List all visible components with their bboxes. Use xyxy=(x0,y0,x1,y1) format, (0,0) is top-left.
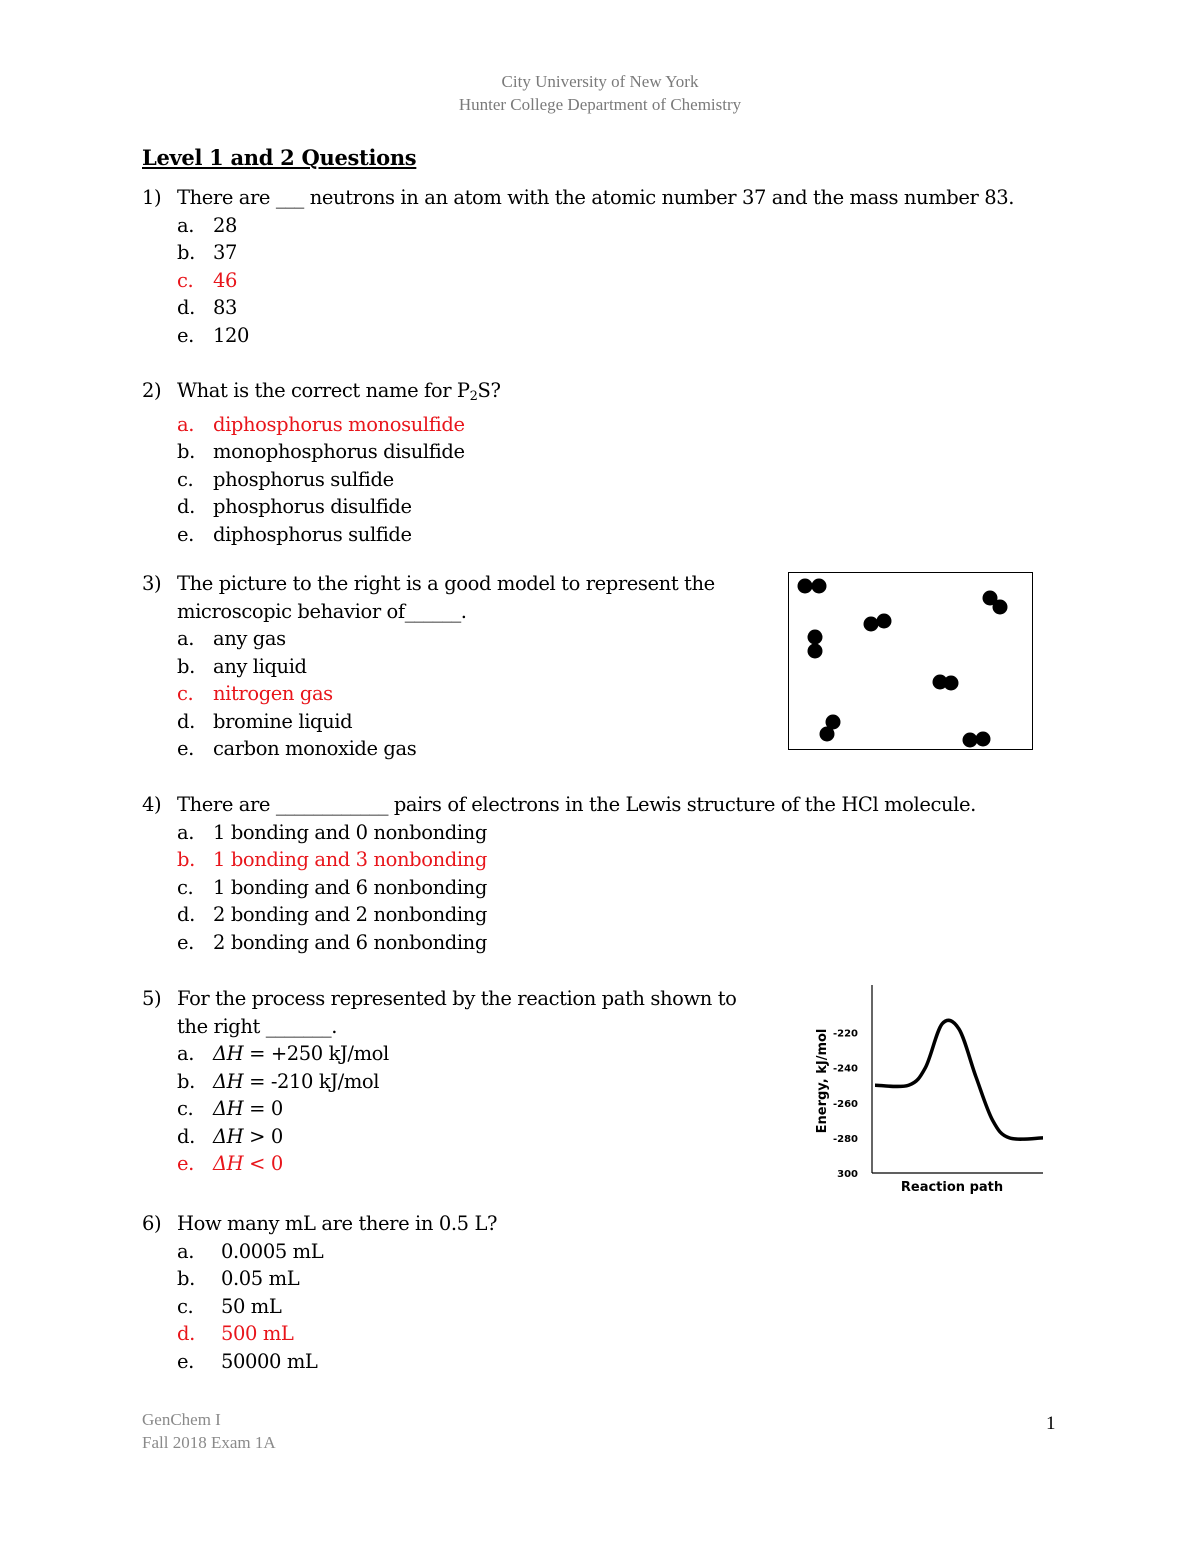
option-a: a. 28 xyxy=(177,213,238,237)
option-a-correct: a. diphosphorus monosulfide xyxy=(177,412,465,436)
option-c: c. 1 bonding and 6 nonbonding xyxy=(177,875,487,899)
question-number: 4) xyxy=(142,793,162,816)
x-axis-label: Reaction path xyxy=(900,1180,1004,1195)
option-e: e. carbon monoxide gas xyxy=(177,737,417,760)
energy-chart-svg xyxy=(808,985,1058,1200)
option-e: e. 2 bonding and 6 nonbonding xyxy=(177,930,487,954)
question-text: There are ___ neutrons in an atom with the atomic number 37 and the mass number 83. xyxy=(177,186,1015,209)
question-number: 3) xyxy=(142,572,162,595)
option-e: e. diphosphorus sulfide xyxy=(177,522,412,546)
option-a: a. 1 bonding and 0 nonbonding xyxy=(177,820,487,844)
option-d: d. phosphorus disulfide xyxy=(177,495,412,518)
diatomic-molecules-illustration xyxy=(789,573,1031,748)
option-a: a. any gas xyxy=(177,627,286,650)
option-d-correct: d. 500 mL xyxy=(177,1322,294,1345)
option-b: b. monophosphorus disulfide xyxy=(177,440,465,463)
page-number: 1 xyxy=(1046,1413,1056,1434)
option-b: b. 37 xyxy=(177,241,238,264)
option-e: e. 120 xyxy=(177,323,250,347)
y-tick-label: -240 xyxy=(832,1063,858,1075)
option-c-correct: c. nitrogen gas xyxy=(177,682,333,705)
section-title: Level 1 and 2 Questions xyxy=(142,145,417,170)
footer-course: GenChem I xyxy=(142,1410,221,1429)
y-tick-label: -260 xyxy=(832,1098,858,1110)
option-c: c. phosphorus sulfide xyxy=(177,467,394,491)
option-d: d. 83 xyxy=(177,296,238,319)
footer-exam: Fall 2018 Exam 1A xyxy=(142,1433,276,1452)
molecule-diagram xyxy=(788,572,1033,750)
header-department: Hunter College Department of Chemistry xyxy=(458,95,742,114)
question-number: 6) xyxy=(142,1212,162,1235)
option-a: a. ΔH = +250 kJ/mol xyxy=(177,1042,389,1065)
question-4: 4) There are ____________ pairs of electrons in the Lewis structure of the HCl molecule. a. 1 bonding and 0 nonbonding b. 1 bonding and 3 nonbonding c. 1 bonding and 6 nonbonding d. 2 bonding and 2 nonbonding e. 2 bonding and 6 nonbonding xyxy=(142,791,976,956)
y-tick-label: -280 xyxy=(832,1133,858,1145)
header-institution: City University of New York xyxy=(501,72,699,91)
question-2: 2) What is the correct name for $P_2S$? a. diphosphorus monosulfide b. monophosphorus disulfide c. phosphorus sulfide d. phosphorus disulfide e. diphosphorus sulfide xyxy=(142,377,501,548)
option-e: e. 50000 mL xyxy=(177,1349,318,1373)
option-b: b. any liquid xyxy=(177,654,307,678)
option-b: b. ΔH = -210 kJ/mol xyxy=(177,1069,380,1093)
option-c-correct: c. 46 xyxy=(177,268,238,292)
option-c: c. 50 mL xyxy=(177,1294,282,1318)
energy-curve xyxy=(875,1020,1043,1139)
question-number: 5) xyxy=(142,987,162,1010)
question-1 xyxy=(142,184,1014,349)
option-b-correct: b. 1 bonding and 3 nonbonding xyxy=(177,848,487,871)
question-6: 6) How many mL are there in 0.5 L? a. 0.0005 mL b. 0.05 mL c. 50 mL d. 500 mL e. 50000 mL xyxy=(142,1210,497,1375)
question-number: 2) xyxy=(142,379,162,402)
option-d: d. 2 bonding and 2 nonbonding xyxy=(177,903,487,926)
option-d: d. bromine liquid xyxy=(177,709,353,733)
y-tick-label: -220 xyxy=(832,1028,858,1040)
question-5: 5) For the process represented by the reaction path shown to the right _______. a. ΔH = +250 kJ/mol b. ΔH = -210 kJ/mol c. ΔH = 0 d. ΔH > 0 e. ΔH < 0 xyxy=(142,985,737,1178)
option-e-correct: e. ΔH < 0 xyxy=(177,1152,283,1175)
option-d: d. ΔH > 0 xyxy=(177,1124,283,1148)
option-c: c. ΔH = 0 xyxy=(177,1097,283,1120)
question-3: 3) The picture to the right is a good model to represent the microscopic behavior of______. a. any gas b. any liquid c. nitrogen gas d. bromine liquid e. carbon monoxide gas xyxy=(142,570,715,763)
question-number: 1) xyxy=(142,186,162,209)
y-axis-label: Energy, kJ/mol xyxy=(815,1028,830,1134)
reaction-energy-chart xyxy=(808,985,1058,1200)
option-a: a. 0.0005 mL xyxy=(177,1239,324,1263)
option-b: b. 0.05 mL xyxy=(177,1267,300,1290)
y-tick-label: 300 xyxy=(837,1169,858,1180)
